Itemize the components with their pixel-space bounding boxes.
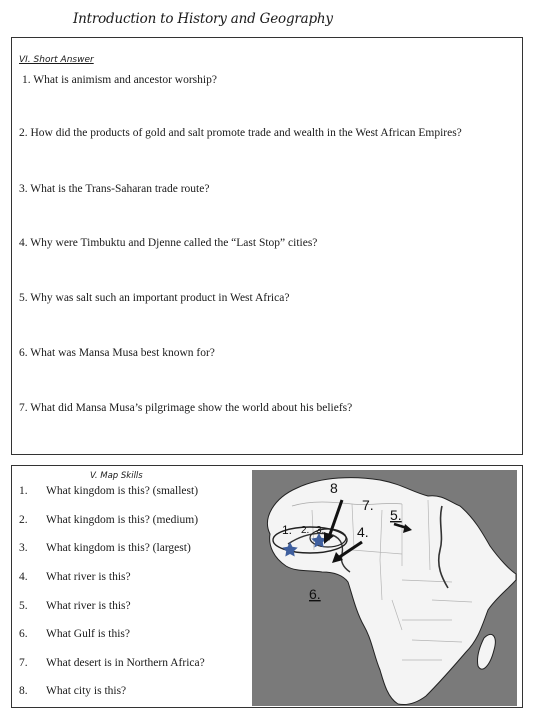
map-label-1: 1. — [282, 523, 293, 537]
map-question-number: 3. — [19, 542, 28, 554]
map-label-8: 8 — [330, 480, 338, 496]
page-title: Introduction to History and Geography — [73, 11, 333, 27]
map-question-number: 7. — [19, 657, 28, 669]
map-question-text: What river is this? — [46, 571, 131, 583]
map-question-text: What desert is in Northern Africa? — [46, 657, 205, 669]
map-label-3: 3. — [316, 525, 325, 536]
short-answer-question-6: 6. What was Mansa Musa best known for? — [19, 347, 215, 359]
short-answer-question-7: 7. What did Mansa Musa’s pilgrimage show the world about his beliefs? — [19, 402, 353, 414]
short-answer-heading: VI. Short Answer — [19, 55, 94, 65]
map-label-4: 4. — [357, 524, 369, 540]
map-skills-heading: V. Map Skills — [90, 471, 143, 481]
map-label-6: 6. — [309, 586, 321, 602]
map-question-text: What kingdom is this? (smallest) — [46, 485, 199, 497]
map-question-text: What kingdom is this? (medium) — [46, 514, 199, 526]
map-question-text: What kingdom is this? (largest) — [46, 542, 191, 554]
short-answer-question-1: 1. What is animism and ancestor worship? — [22, 74, 217, 86]
map-question-number: 5. — [19, 600, 28, 612]
map-question-text: What river is this? — [46, 600, 131, 612]
short-answer-question-5: 5. Why was salt such an important product in West Africa? — [19, 292, 290, 304]
short-answer-question-2: 2. How did the products of gold and salt promote trade and wealth in the West African Empires? — [19, 127, 462, 139]
map-question-number: 2. — [19, 514, 28, 526]
short-answer-question-4: 4. Why were Timbuktu and Djenne called the “Last Stop” cities? — [19, 237, 318, 249]
short-answer-question-3: 3. What is the Trans-Saharan trade route? — [19, 183, 210, 195]
map-label-7: 7. — [362, 497, 374, 513]
map-question-text: What city is this? — [46, 685, 127, 697]
map-question-number: 4. — [19, 571, 28, 583]
map-question-number: 1. — [19, 485, 28, 497]
africa-map — [252, 470, 517, 706]
map-question-number: 8. — [19, 685, 28, 697]
map-question-text: What Gulf is this? — [46, 628, 130, 640]
map-question-number: 6. — [19, 628, 28, 640]
map-label-2: 2. — [301, 525, 310, 536]
map-label-5: 5. — [390, 507, 402, 523]
